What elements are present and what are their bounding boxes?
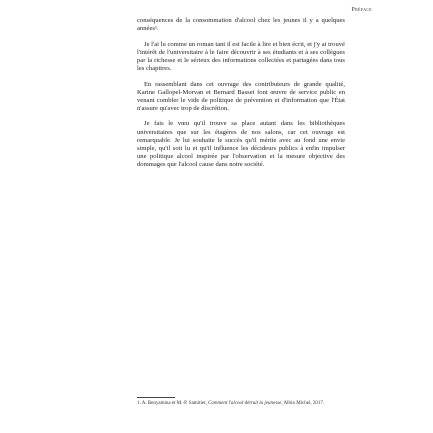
footnote-title: Comment l'alcool détruit la jeunesse bbox=[208, 401, 282, 406]
footnote-prefix: 1. A. Benyamina et M.-P. Samitier, bbox=[137, 401, 209, 406]
paragraph: Je l'ai lu comme un roman tant il est facile à lire et bien écrit, et j'y ai trouvé l'intérêt de l'universitaire à le faire découvrir à ses étudiants et à ses collègues par la richesse et le sérieux des informations collectées et partagées dans tous les chapitres. bbox=[137, 40, 345, 72]
footnote-rule bbox=[137, 397, 175, 398]
footnote bbox=[137, 401, 345, 407]
running-head: Préface bbox=[351, 7, 372, 13]
paragraph: Je fais le vœu qu'il trouve sa place autant dans les bibliothèques universitaires que sur les étagères de nos salons, car cet ouvrage est remarquable. Je lui souhaite le succès qu'il mérite avec au fond une envie simple, qu'il soit lu et qu'il influence les décideurs publics à enfin impulser une politique alcool inspirée par l'observation et la mesure objective des dommages que l'alcool cause dans notre société. bbox=[137, 120, 345, 168]
body-text bbox=[137, 17, 345, 177]
paragraph: En rassemblant dans cet ouvrage des contributeurs de grande qualité, Karine Gallopel-Morvan et Bernard Basset font œuvre de service public en venant combler le vide de politique de prévention et d'information que l'État n'assure qu'avec trop de discrétion. bbox=[137, 80, 345, 112]
paragraph: conséquences de la consommation d'alcool chez les jeunes il y a quelques années¹. bbox=[137, 17, 345, 33]
footnote-suffix: , Albin Michel, 2017. bbox=[281, 401, 325, 406]
